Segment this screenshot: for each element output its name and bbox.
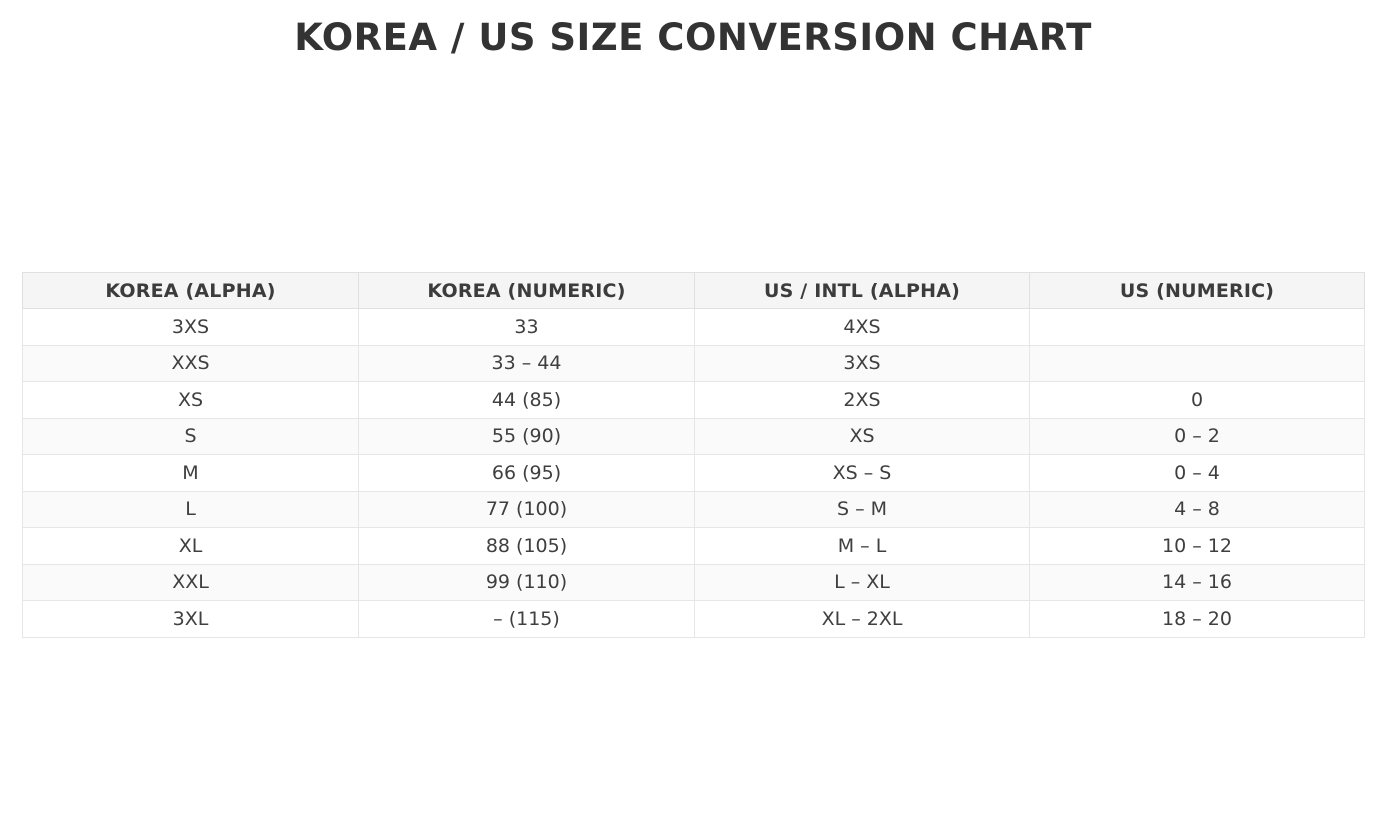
table-row <box>23 309 1365 346</box>
table-row <box>23 564 1365 601</box>
table-row <box>23 345 1365 382</box>
cell-korea-alpha: XXL <box>23 564 359 601</box>
page-title: KOREA / US SIZE CONVERSION CHART <box>294 16 1092 59</box>
column-header-korea-alpha: KOREA (ALPHA) <box>23 273 359 309</box>
table-row <box>23 528 1365 565</box>
cell-us-numeric: 0 – 4 <box>1030 455 1365 492</box>
table-row <box>23 418 1365 455</box>
cell-us-intl-alpha: S – M <box>695 491 1030 528</box>
cell-korea-numeric: 99 (110) <box>359 564 695 601</box>
cell-korea-numeric: 77 (100) <box>359 491 695 528</box>
cell-korea-numeric: 44 (85) <box>359 382 695 419</box>
cell-korea-numeric: 66 (95) <box>359 455 695 492</box>
size-conversion-table-wrapper <box>22 272 1364 638</box>
cell-us-intl-alpha: XL – 2XL <box>695 601 1030 638</box>
cell-korea-numeric: 88 (105) <box>359 528 695 565</box>
table-row <box>23 601 1365 638</box>
table-header-row <box>23 273 1365 309</box>
cell-korea-alpha: L <box>23 491 359 528</box>
cell-korea-alpha: 3XS <box>23 309 359 346</box>
cell-us-intl-alpha: XS – S <box>695 455 1030 492</box>
cell-korea-numeric: – (115) <box>359 601 695 638</box>
cell-us-numeric: 18 – 20 <box>1030 601 1365 638</box>
cell-korea-numeric: 33 – 44 <box>359 345 695 382</box>
cell-korea-alpha: XS <box>23 382 359 419</box>
cell-us-intl-alpha: L – XL <box>695 564 1030 601</box>
cell-korea-numeric: 55 (90) <box>359 418 695 455</box>
cell-us-intl-alpha: XS <box>695 418 1030 455</box>
table-row <box>23 455 1365 492</box>
cell-us-intl-alpha: 4XS <box>695 309 1030 346</box>
column-header-us-intl-alpha: US / INTL (ALPHA) <box>695 273 1030 309</box>
cell-us-numeric <box>1030 309 1365 346</box>
table-row <box>23 491 1365 528</box>
size-conversion-table <box>22 272 1365 638</box>
cell-us-numeric <box>1030 345 1365 382</box>
table-row <box>23 382 1365 419</box>
cell-korea-alpha: XL <box>23 528 359 565</box>
cell-us-numeric: 0 <box>1030 382 1365 419</box>
cell-korea-alpha: S <box>23 418 359 455</box>
cell-us-intl-alpha: 2XS <box>695 382 1030 419</box>
cell-us-numeric: 0 – 2 <box>1030 418 1365 455</box>
cell-korea-numeric: 33 <box>359 309 695 346</box>
column-header-us-numeric: US (NUMERIC) <box>1030 273 1365 309</box>
cell-korea-alpha: M <box>23 455 359 492</box>
cell-us-intl-alpha: M – L <box>695 528 1030 565</box>
cell-us-numeric: 14 – 16 <box>1030 564 1365 601</box>
cell-korea-alpha: 3XL <box>23 601 359 638</box>
cell-us-numeric: 4 – 8 <box>1030 491 1365 528</box>
cell-us-intl-alpha: 3XS <box>695 345 1030 382</box>
cell-us-numeric: 10 – 12 <box>1030 528 1365 565</box>
column-header-korea-numeric: KOREA (NUMERIC) <box>359 273 695 309</box>
cell-korea-alpha: XXS <box>23 345 359 382</box>
